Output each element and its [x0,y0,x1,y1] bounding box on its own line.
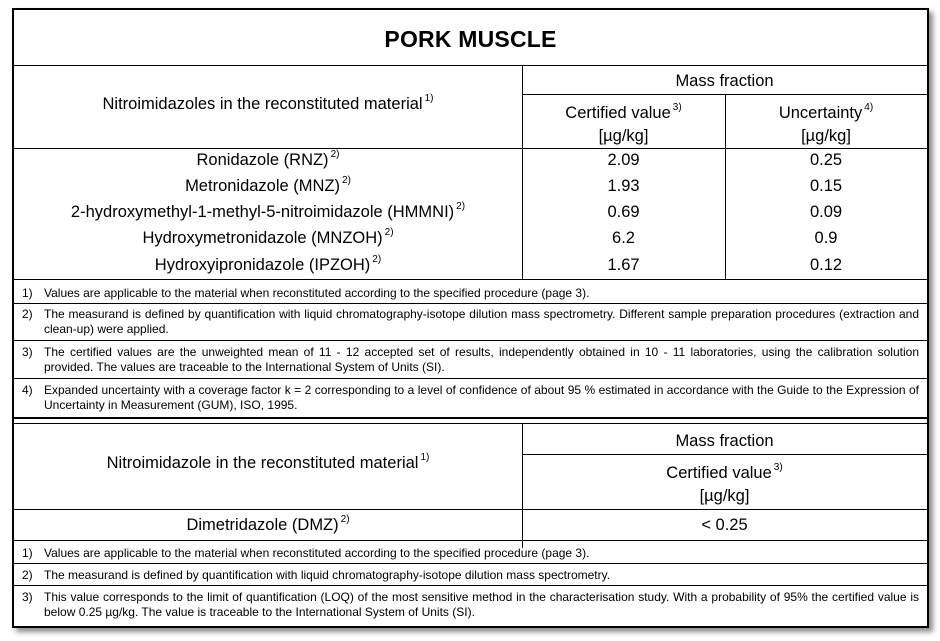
footnote-divider [14,303,927,304]
uncertainty-value: 0.09 [809,203,843,221]
table-row: Ronidazole (RNZ) $^{2)}$ [196,149,340,169]
certified-value-header: Certified value $^{3)}$ [µg/kg] [565,102,682,145]
uncertainty-header: Uncertainty $^{4)}$ [µg/kg] [778,102,874,145]
row-header: Nitroimidazole in the reconstituted material $^{1)}$ [106,452,430,472]
mass-fraction-divider [522,454,927,455]
footnote-divider [14,279,927,280]
footnote-divider [14,540,927,541]
footnote-divider [14,585,927,586]
header-divider [14,509,927,510]
footnote: 4) Expanded uncertainty with a coverage factor k = 2 corresponding to a level of confidence of about 95 % estimated in accordance with the Guide to the Expression of Uncertainty in Measurement (GUM), ISO, 1995. [22,383,919,412]
footnote-divider [14,340,927,341]
uncertainty-value: 0.12 [809,256,843,274]
table-row: Hydroxymetronidazole (MNZOH) $^{2)}$ [142,227,394,247]
footnote: 3) This value corresponds to the limit of quantification (LOQ) of the most sensitive method in the characterisation study. With a probability of 95% the certified value is below 0.25 µg/kg. The value is traceable to the International System of Units (SI). [22,590,919,619]
certified-value: 2.09 [607,151,640,169]
certified-value: 1.93 [607,177,640,195]
certified-value: 6.2 [612,229,635,247]
uncertainty-value: 0.9 [814,229,838,247]
mass-fraction-header: Mass fraction [675,432,774,450]
certified-value: < 0.25 [701,516,748,534]
title-divider [14,65,927,66]
footnote: 2) The measurand is defined by quantification with liquid chromatography-isotope dilution mass spectrometry. Different sample preparation procedures (extraction and clean-up) were applied. [22,307,919,336]
certified-value: 1.67 [607,256,640,274]
table-row: Hydroxyipronidazole (IPZOH) $^{2)}$ [154,254,382,274]
section-divider [14,423,927,424]
footnote-divider [14,563,927,564]
mass-fraction-header: Mass fraction [675,72,774,90]
table-row: Metronidazole (MNZ) $^{2)}$ [185,175,351,195]
certificate-table: PORK MUSCLE Nitroimidazoles in the reconstituted material $^{1)}$ Mass fraction Certified value $^{3)}$ [µg/kg] Uncertainty $^{4)}$ [µg/kg] Ronidazole (RNZ) $^{2)}$ 2.09 0.25 Metronidazole (MNZ) $^{2)}$ 1.93 0.15 2-hydroxymethyl-1-methyl-5-nitroimidazole (HMMNI) $^{2)}$ 0.69 0.09 Hydroxymetronidazole (MNZOH) $^{2)}$ 6.2 0.9 Hydroxyipronidazole (IPZOH) $^{2)}$ 1.67 0.12 1) Values are applicable to the material when reconstituted according to the specified procedure (page 3). 2) The measurand is defined by quantification with liquid chromatography-isotope dilution mass spectrometry. Different sample preparation procedures (extraction and clean-up) were applied. 3) The certified values are the unweighted mean of 11 - 12 accepted set of results, independently obtained in 10 - 11 laboratories, using the calibration solution provided. The values are traceable to the International System of Units (SI). 4) Expanded uncertainty with a coverage factor k = 2 corresponding to a level of confidence of about 95 % estimated in accordance with the Guide to the Expression of Uncertainty in Measurement (GUM), ISO, 1995. Nitroimidazole in the reconstituted material $^{1)}$ Mass fraction Certified value $^{3)}$ [µg/kg] Dimetridazole (DMZ) $^{2)}$ < 0.25 1) Values are applicable to the material when reconstituted according to the specified procedure (page 3). 2) The measurand is defined by quantification with liquid chromatography-isotope dilution mass spectrometry. 3) This value corresponds to the limit of quantification (LOQ) of the most sensitive method in the characterisation study. With a probability of 95% the certified value is below 0.25 µg/kg. The value is traceable to the International System of Units (SI). [12,8,929,628]
table-row: 2-hydroxymethyl-1-methyl-5-nitroimidazole (HMMNI) $^{2)}$ [70,201,466,221]
uncertainty-value: 0.25 [809,151,843,169]
uncertainty-value: 0.15 [809,177,843,195]
footnote-divider [14,378,927,379]
header-divider [14,148,927,149]
section-divider [14,417,927,419]
certified-value: 0.69 [607,203,640,221]
certified-value-header: Certified value $^{3)}$ [µg/kg] [666,462,783,505]
row-header: Nitroimidazoles in the reconstituted material $^{1)}$ [102,93,434,113]
table-row: Dimetridazole (DMZ) $^{2)}$ [186,514,350,534]
footnote: 3) The certified values are the unweighted mean of 11 - 12 accepted set of results, independently obtained in 10 - 11 laboratories, using the calibration solution provided. The values are traceable to the International System of Units (SI). [22,345,919,374]
page-title: PORK MUSCLE [384,26,557,52]
